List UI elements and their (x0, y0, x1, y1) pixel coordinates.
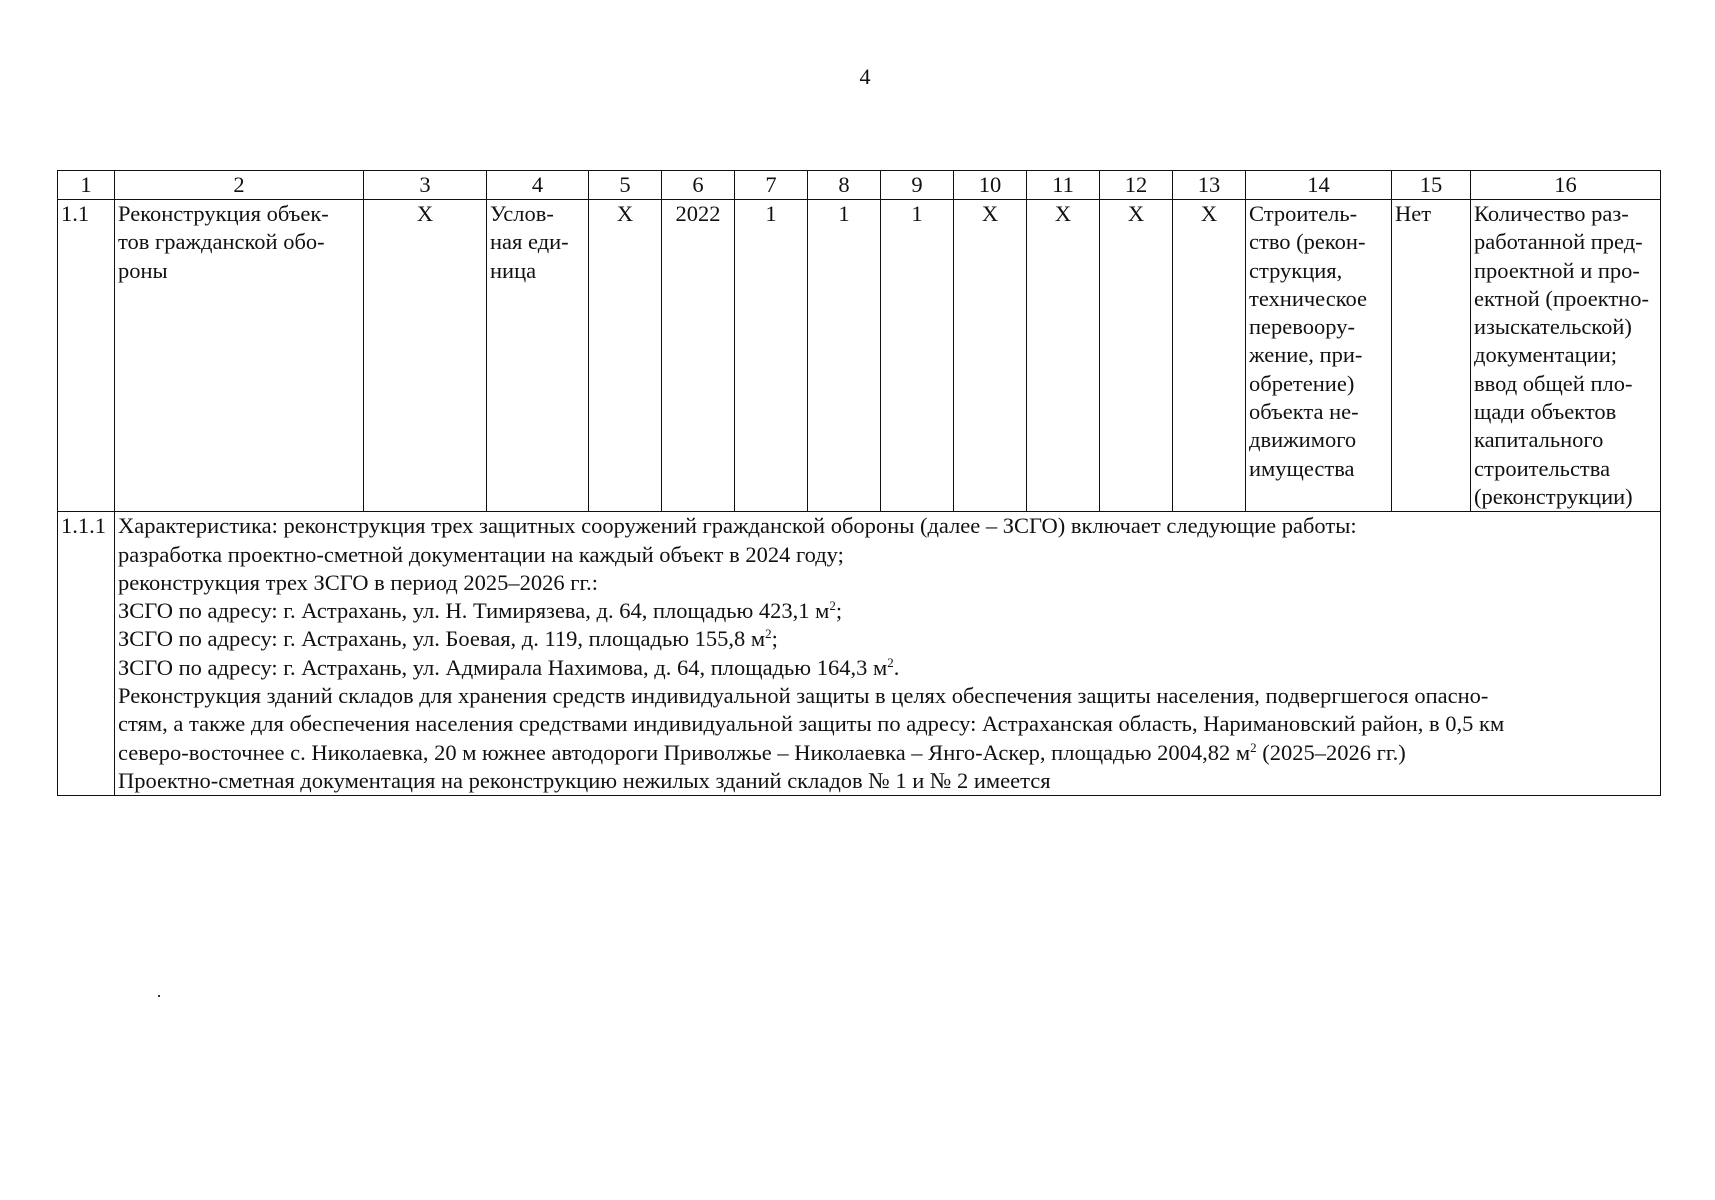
cell-col-9: 1 (881, 200, 954, 512)
indicator-cell: Количество раз- работанной пред- проектной и про- ектной (проектно- изыскательской) документации; ввод общей пло- щади объектов капитального строительства (реконструкции) (1471, 200, 1661, 512)
column-header-6: 6 (662, 171, 735, 200)
cell-col-3: Х (364, 200, 487, 512)
cell-col-8: 1 (808, 200, 881, 512)
column-header-15: 15 (1392, 171, 1471, 200)
characteristic-cell (115, 512, 1661, 796)
area-superscript: 2 (1250, 739, 1257, 755)
area-superscript: 2 (765, 626, 772, 642)
column-header-13: 13 (1173, 171, 1246, 200)
characteristic-line: реконструкция трех ЗСГО в период 2025–2026 гг.: (118, 569, 599, 595)
warehouse-line (118, 739, 1657, 767)
characteristic-line: Характеристика: реконструкция трех защитных сооружений гражданской обороны (далее – ЗСГО) включает следующие работы: (118, 513, 1357, 539)
cell-col-11: Х (1027, 200, 1100, 512)
column-header-14: 14 (1246, 171, 1392, 200)
characteristic-line: Проектно-сметная документация на реконструкцию нежилых зданий складов № 1 и № 2 имеется (118, 767, 1051, 793)
characteristic-line: Реконструкция зданий складов для хранения средств индивидуальной защиты в целях обеспечения защиты населения, подвергшегося опасно- (118, 683, 1489, 709)
column-header-3: 3 (364, 171, 487, 200)
address-line (118, 654, 1657, 682)
column-header-8: 8 (808, 171, 881, 200)
cell-col-12: Х (1100, 200, 1173, 512)
line-end: . (893, 654, 900, 680)
cell-col-15: Нет (1392, 200, 1471, 512)
cell-col-10: Х (954, 200, 1027, 512)
cell-col-7: 1 (735, 200, 808, 512)
row-number: 1.1.1 (58, 512, 115, 796)
table-row-1-1 (58, 200, 1661, 512)
warehouse-text: северо-восточнее с. Николаевка, 20 м южнее автодороги Приволжье – Николаевка – Янго-Аскер, площадью 2004,82 м (118, 739, 1251, 765)
characteristic-line: стям, а также для обеспечения населения средствами индивидуальной защиты по адресу: Астраханская область, Наримановский район, в 0,5 км (118, 711, 1505, 737)
address-text: ЗСГО по адресу: г. Астрахань, ул. Адмирала Нахимова, д. 64, площадью 164,3 м (118, 654, 888, 680)
year-cell: 2022 (662, 200, 735, 512)
column-header-4: 4 (487, 171, 589, 200)
address-line (118, 597, 1657, 625)
column-header-9: 9 (881, 171, 954, 200)
row-number: 1.1 (58, 200, 115, 512)
column-header-2: 2 (115, 171, 364, 200)
address-line (118, 625, 1657, 653)
address-text: ЗСГО по адресу: г. Астрахань, ул. Н. Тимирязева, д. 64, площадью 423,1 м (118, 598, 830, 624)
warehouse-years: (2025–2026 гг.) (1256, 739, 1406, 765)
address-text: ЗСГО по адресу: г. Астрахань, ул. Боевая, д. 119, площадью 155,8 м (118, 626, 766, 652)
cell-col-13: Х (1173, 200, 1246, 512)
result-type-cell: Строитель- ство (рекон- струкция, техническое перевоору- жение, при- обретение) объекта не- движимого имущества (1246, 200, 1392, 512)
column-header-12: 12 (1100, 171, 1173, 200)
column-header-11: 11 (1027, 171, 1100, 200)
page-number: 4 (859, 64, 871, 89)
line-end: ; (771, 626, 778, 652)
column-header-1: 1 (58, 171, 115, 200)
column-header-7: 7 (735, 171, 808, 200)
column-header-5: 5 (589, 171, 662, 200)
data-table (57, 170, 1661, 796)
unit-cell: Услов- ная еди- ница (487, 200, 589, 512)
column-header-10: 10 (954, 171, 1027, 200)
column-header-16: 16 (1471, 171, 1661, 200)
scan-speck (158, 995, 160, 997)
table-row-1-1-1 (58, 512, 1661, 796)
area-superscript: 2 (829, 598, 836, 614)
measure-name: Реконструкция объек- тов гражданской обо- роны (115, 200, 364, 512)
cell-col-5: Х (589, 200, 662, 512)
area-superscript: 2 (887, 654, 894, 670)
line-end: ; (835, 598, 843, 624)
characteristic-line: разработка проектно-сметной документации на каждый объект в 2024 году; (118, 541, 844, 567)
column-number-row (58, 171, 1661, 200)
